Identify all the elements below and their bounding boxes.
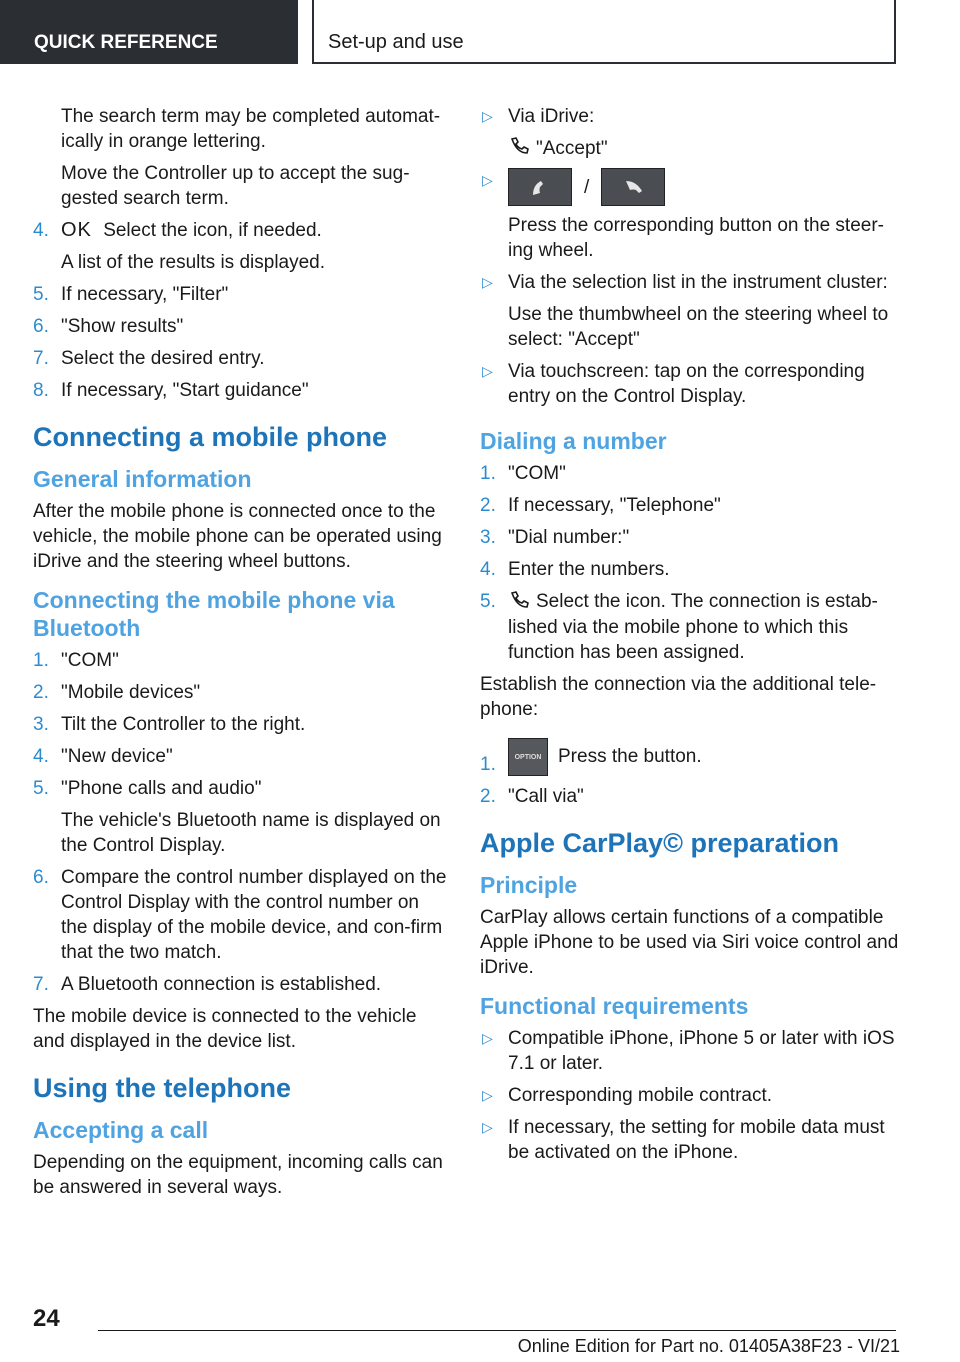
section-tab: QUICK REFERENCE — [0, 0, 298, 64]
footer-edition: Online Edition for Part no. 01405A38F23 - VI/21 — [517, 1336, 900, 1356]
bullet-text: Via touchscreen: tap on the corresponding entry on the Control Display. — [508, 361, 865, 408]
step-number: 1. — [480, 463, 496, 485]
step-number: 3. — [480, 527, 496, 549]
list-item — [33, 972, 448, 997]
step-text: Press the button. — [558, 745, 702, 767]
step-text: Compare the control number displayed on the Control Display with the control number on the display of the mobile device, and con‐firm that the two match. — [61, 867, 447, 964]
step-text: Enter the numbers. — [508, 559, 670, 581]
paragraph: Press the corresponding button on the steer‐ing wheel. — [508, 215, 885, 262]
step-number: 8. — [33, 380, 49, 402]
heading-dialing: Dialing a number — [480, 428, 667, 455]
right-column — [480, 104, 900, 1172]
list-item — [480, 104, 900, 129]
step-text: "New device" — [61, 746, 173, 768]
step-number: 4. — [33, 746, 49, 768]
list-item — [480, 589, 900, 664]
list-item — [480, 525, 900, 550]
paragraph: After the mobile phone is connected once to the vehicle, the mobile phone can be operated using iDrive and the steering wheel buttons. — [33, 501, 442, 573]
list-item — [33, 314, 448, 339]
bullet-text: Compatible iPhone, iPhone 5 or later with iOS 7.1 or later. — [508, 1027, 895, 1074]
heading-functional-requirements: Functional requirements — [480, 992, 749, 1019]
step-text: "Call via" — [508, 785, 584, 807]
step-text: Select the icon. The connection is estab‐lished via the mobile phone to which this function has been assigned. — [508, 591, 878, 663]
step-text: Select the icon, if needed. — [103, 220, 322, 241]
step-text: "COM" — [61, 650, 119, 672]
step-number: 7. — [33, 348, 49, 370]
step-number: 5. — [33, 284, 49, 306]
list-item — [480, 1026, 900, 1076]
list-item — [480, 784, 900, 809]
paragraph — [480, 136, 900, 161]
triangle-bullet-icon: ▷ — [482, 1118, 493, 1135]
step-number: 3. — [33, 714, 49, 736]
step-number: 1. — [480, 753, 496, 775]
end-call-button-icon — [601, 168, 665, 206]
step-number: 2. — [480, 785, 496, 807]
list-item — [33, 776, 448, 801]
step-text: "Dial number:" — [508, 527, 630, 549]
heading-general: General information — [33, 466, 252, 493]
list-item — [33, 218, 448, 243]
step-number: 7. — [33, 974, 49, 996]
list-item — [33, 744, 448, 769]
page-number: 24 — [33, 1305, 60, 1332]
footer-divider — [98, 1330, 896, 1331]
paragraph: CarPlay allows certain functions of a compatible Apple iPhone to be used via Siri voice control and iDrive. — [480, 906, 899, 978]
step-text: Tilt the Controller to the right. — [61, 714, 306, 736]
list-item — [33, 282, 448, 307]
phone-icon — [508, 590, 530, 615]
list-item — [33, 346, 448, 371]
heading-bluetooth: Connecting the mobile phone via Bluetooth — [33, 587, 395, 642]
triangle-bullet-icon: ▷ — [482, 363, 493, 380]
bullet-text: Via iDrive: — [508, 106, 595, 127]
list-item — [480, 493, 900, 518]
step-number: 4. — [480, 559, 496, 581]
bullet-text: Corresponding mobile contract. — [508, 1084, 773, 1106]
step-number: 1. — [33, 650, 49, 672]
step-text: If necessary, "Telephone" — [508, 495, 721, 517]
step-number: 5. — [33, 778, 49, 800]
triangle-bullet-icon: ▷ — [482, 108, 493, 124]
separator: / — [584, 176, 590, 198]
phone-icon — [508, 136, 530, 161]
step-number: 2. — [480, 495, 496, 517]
list-item — [33, 680, 448, 705]
step-text: "COM" — [508, 463, 566, 485]
step-number: 4. — [33, 220, 49, 241]
heading-connecting: Connecting a mobile phone — [33, 422, 388, 453]
heading-accepting: Accepting a call — [33, 1117, 209, 1144]
bullet-text: If necessary, the setting for mobile data must be activated on the iPhone. — [508, 1116, 885, 1163]
paragraph: A list of the results is displayed. — [61, 252, 326, 274]
triangle-bullet-icon: ▷ — [482, 274, 493, 291]
list-item — [480, 359, 900, 409]
list-item — [33, 378, 448, 403]
heading-carplay: Apple CarPlay© preparation — [480, 827, 839, 858]
heading-using-telephone: Using the telephone — [33, 1073, 292, 1104]
step-number: 2. — [33, 682, 49, 704]
list-item — [480, 557, 900, 582]
option-button-icon: OPTION — [508, 738, 548, 776]
accept-label: "Accept" — [536, 138, 608, 159]
step-text: If necessary, "Filter" — [61, 284, 229, 306]
list-item — [480, 168, 900, 206]
paragraph: The search term may be completed automat‐ically in orange lettering. — [61, 106, 441, 152]
heading-principle: Principle — [480, 871, 578, 898]
list-item — [480, 461, 900, 486]
triangle-bullet-icon: ▷ — [482, 172, 493, 189]
list-item — [33, 865, 448, 965]
list-item — [33, 712, 448, 737]
left-column — [33, 104, 448, 1207]
list-item — [480, 1083, 900, 1108]
bullet-text: Via the selection list in the instrument cluster: — [508, 272, 888, 294]
triangle-bullet-icon: ▷ — [482, 1086, 493, 1103]
step-number: 5. — [480, 591, 496, 613]
list-item — [480, 270, 900, 295]
step-text: "Mobile devices" — [61, 682, 201, 704]
paragraph: The vehicle's Bluetooth name is displayed on the Control Display. — [61, 810, 441, 857]
step-text: "Phone calls and audio" — [61, 778, 262, 800]
list-item — [33, 648, 448, 673]
step-text: A Bluetooth connection is established. — [61, 974, 382, 996]
answer-call-button-icon — [508, 168, 572, 206]
step-text: "Show results" — [61, 316, 184, 338]
step-number: 6. — [33, 316, 49, 338]
ok-icon: OK — [61, 219, 92, 242]
list-item — [480, 738, 900, 777]
paragraph: Depending on the equipment, incoming calls can be answered in several ways. — [33, 1152, 443, 1199]
list-item — [480, 1115, 900, 1165]
paragraph: Use the thumbwheel on the steering wheel to select: "Accept" — [508, 304, 889, 351]
paragraph: Move the Controller up to accept the sug‐gested search term. — [61, 163, 410, 209]
step-number: 6. — [33, 867, 49, 889]
chapter-tab: Set-up and use — [312, 0, 896, 64]
paragraph: The mobile device is connected to the vehicle and displayed in the device list. — [33, 1006, 417, 1053]
step-text: Select the desired entry. — [61, 348, 265, 370]
paragraph: Establish the connection via the additional tele‐phone: — [480, 673, 877, 720]
step-text: If necessary, "Start guidance" — [61, 380, 309, 402]
triangle-bullet-icon: ▷ — [482, 1029, 493, 1046]
